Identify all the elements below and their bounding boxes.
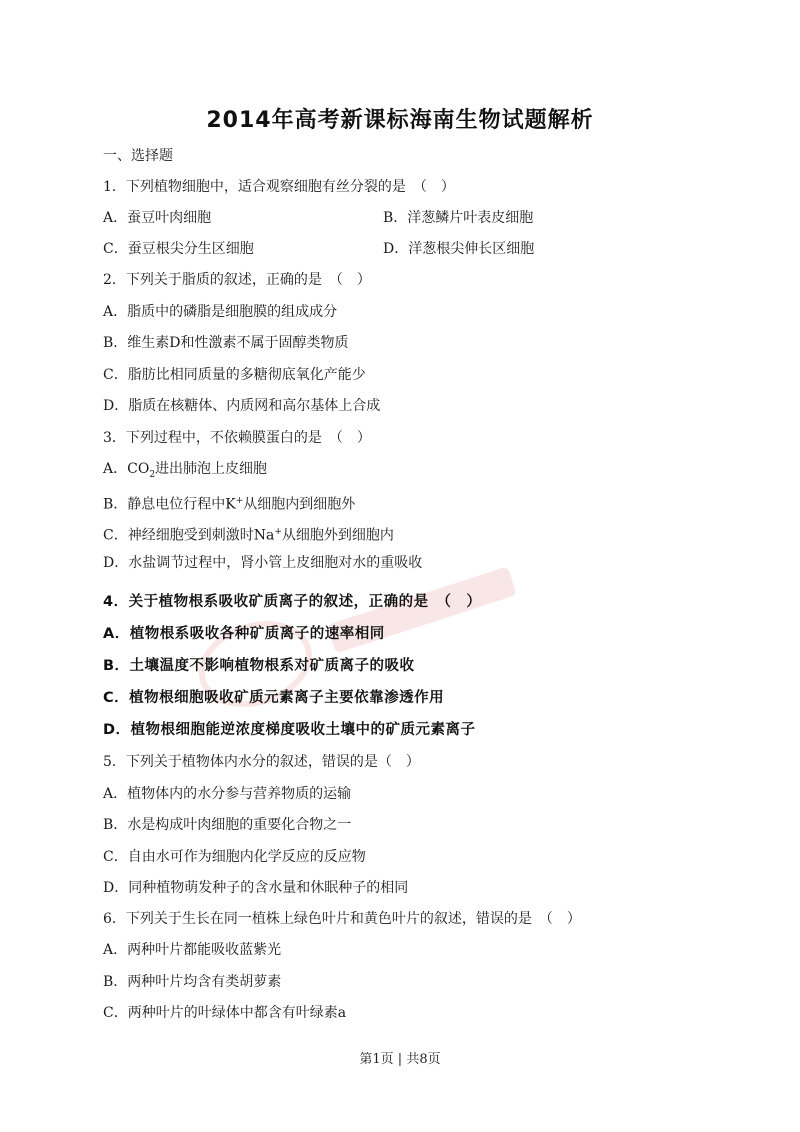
- question-1-option-d: D．洋葱根尖伸长区细胞: [383, 241, 535, 257]
- question-1-stem: 1．下列植物细胞中，适合观察细胞有丝分裂的是 （ ）: [103, 179, 455, 195]
- question-4-option-d: D．植物根细胞能逆浓度梯度吸收土壤中的矿质元素离子: [103, 722, 476, 738]
- question-5-option-c: C．自由水可作为细胞内化学反应的反应物: [103, 849, 366, 865]
- question-1-option-a: A．蚕豆叶肉细胞: [103, 210, 212, 226]
- question-4-option-b: B．土壤温度不影响植物根系对矿质离子的吸收: [103, 658, 415, 674]
- question-3-option-c: C．神经细胞受到刺激时Na+从细胞外到细胞内: [103, 527, 394, 544]
- question-5-option-a: A．植物体内的水分参与营养物质的运输: [103, 786, 352, 802]
- question-3-stem: 3．下列过程中，不依赖膜蛋白的是 （ ）: [103, 430, 371, 446]
- question-5-stem: 5．下列关于植物体内水分的叙述，错误的是（ ）: [103, 754, 420, 770]
- question-1-options-cd: [103, 239, 535, 259]
- question-6-stem: 6．下列关于生长在同一植株上绿色叶片和黄色叶片的叙述，错误的是 （ ）: [103, 911, 581, 927]
- document-title: 2014年高考新课标海南生物试题解析: [206, 108, 594, 133]
- question-1-options-ab: [103, 208, 534, 228]
- question-4-stem: 4．关于植物根系吸收矿质离子的叙述，正确的是 （ ）: [103, 594, 482, 610]
- question-5-option-d: D．同种植物萌发种子的含水量和休眠种子的相同: [103, 880, 409, 896]
- question-2-option-b: B．维生素D和性激素不属于固醇类物质: [103, 335, 349, 351]
- question-2-option-a: A．脂质中的磷脂是细胞膜的组成成分: [103, 304, 338, 320]
- question-3-option-d: D．水盐调节过程中，肾小管上皮细胞对水的重吸收: [103, 555, 423, 571]
- question-4-option-a: A．植物根系吸收各种矿质离子的速率相同: [103, 626, 385, 642]
- question-2-stem: 2．下列关于脂质的叙述，正确的是 （ ）: [103, 272, 371, 288]
- question-2-option-d: D．脂质在核糖体、内质网和高尔基体上合成: [103, 398, 381, 414]
- question-5-option-b: B．水是构成叶肉细胞的重要化合物之一: [103, 817, 352, 833]
- question-3-option-b: B．静息电位行程中K+从细胞内到细胞外: [103, 496, 356, 513]
- question-1-option-b: B．洋葱鳞片叶表皮细胞: [383, 210, 534, 226]
- question-1-option-c: C．蚕豆根尖分生区细胞: [103, 241, 254, 257]
- question-6-option-b: B．两种叶片均含有类胡萝素: [103, 974, 282, 990]
- question-2-option-c: C．脂肪比相同质量的多糖彻底氧化产能少: [103, 367, 366, 383]
- question-6-option-a: A．两种叶片都能吸收蓝紫光: [103, 942, 282, 958]
- question-6-option-c: C．两种叶片的叶绿体中都含有叶绿素a: [103, 1005, 347, 1021]
- page-footer: 第1页 | 共8页: [359, 1052, 441, 1067]
- question-3-option-a: A．$CO_2$进出肺泡上皮细胞: [103, 461, 268, 480]
- question-4-option-c: C．植物根细胞吸收矿质元素离子主要依靠渗透作用: [103, 690, 445, 706]
- section-heading: 一、选择题: [103, 148, 173, 164]
